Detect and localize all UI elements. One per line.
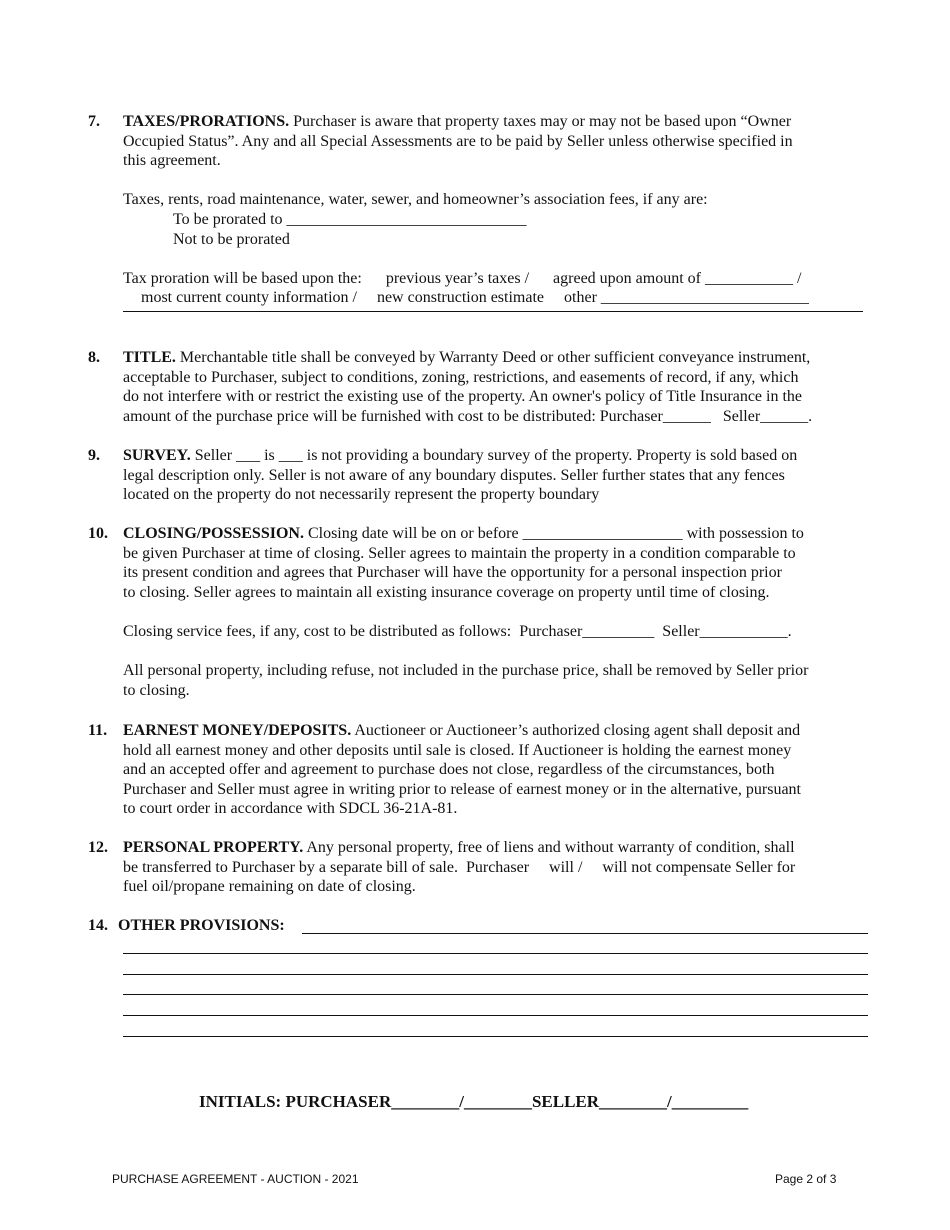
section-text: All personal property, including refuse, not included in the purchase price, shall be removed by Seller prior <box>123 662 809 680</box>
section-7 <box>88 112 863 312</box>
proration-option[interactable]: To be prorated to ______________________________ <box>173 210 527 228</box>
section-text: Any personal property, free of liens and without warranty of condition, shall <box>306 839 795 856</box>
section-number: 11. <box>88 722 108 739</box>
section-number: 10. <box>88 525 108 542</box>
provisions-lines[interactable] <box>123 934 868 1037</box>
section-number: 14. <box>88 917 108 934</box>
provisions-line[interactable] <box>302 916 868 934</box>
section-number: 12. <box>88 839 108 856</box>
section-text: and an accepted offer and agreement to purchase does not close, regardless of the circumstances, both <box>123 761 775 779</box>
section-12 <box>88 838 863 897</box>
fees-text: Taxes, rents, road maintenance, water, sewer, and homeowner’s association fees, if any are: <box>123 191 708 209</box>
section-number: 9. <box>88 447 100 464</box>
section-text: Merchantable title shall be conveyed by Warranty Deed or other sufficient conveyance instrument, <box>179 349 811 366</box>
compensation-options[interactable]: be transferred to Purchaser by a separate bill of sale. Purchaser will / will not compensate Seller for <box>123 858 796 876</box>
closing-fees-text: Closing service fees, if any, cost to be distributed as follows: Purchaser_________ Seller___________. <box>123 622 792 640</box>
section-text: Purchaser and Seller must agree in writing prior to release of earnest money or in the alternative, pursuant <box>123 780 801 798</box>
provisions-line[interactable] <box>123 995 868 1016</box>
section-text: legal description only. Seller is not aware of any boundary disputes. Seller further states that any fences <box>123 466 785 484</box>
proration-option[interactable]: Not to be prorated <box>173 230 290 248</box>
section-text: be given Purchaser at time of closing. Seller agrees to maintain the property in a condition comparable to <box>123 544 796 562</box>
section-title: CLOSING/POSSESSION. <box>123 525 304 542</box>
section-8 <box>88 348 863 426</box>
section-title: TAXES/PRORATIONS. <box>123 113 290 130</box>
section-text: to court order in accordance with SDCL 36-21A-81. <box>123 800 458 818</box>
section-text: hold all earnest money and other deposits until sale is closed. If Auctioneer is holding the earnest money <box>123 741 792 759</box>
initials-line[interactable]: INITIALS: PURCHASER________/________SELLER________/_________ <box>199 1092 749 1111</box>
section-text: to closing. Seller agrees to maintain all existing insurance coverage on property until time of closing. <box>123 583 770 601</box>
section-10 <box>88 524 863 700</box>
section-text: to closing. <box>123 681 190 699</box>
section-text: Closing date will be on or before ____________________ with possession to <box>303 525 804 542</box>
footer-title: PURCHASE AGREEMENT - AUCTION - 2021 <box>112 1172 359 1186</box>
provisions-line[interactable] <box>123 975 868 996</box>
section-text: its present condition and agrees that Purchaser will have the opportunity for a personal inspection prior <box>123 564 782 582</box>
section-title: PERSONAL PROPERTY. <box>123 839 304 856</box>
section-14 <box>88 916 863 1037</box>
section-text: Purchaser is aware that property taxes may or may not be based upon “Owner <box>293 113 792 130</box>
section-text: do not interfere with or restrict the existing use of the property. An owner's policy of Title Insurance in the <box>123 388 803 406</box>
section-title: EARNEST MONEY/DEPOSITS. <box>123 722 352 739</box>
tax-basis-options[interactable]: most current county information / new construction estimate other __________________________ <box>141 289 809 307</box>
section-title: TITLE. <box>123 349 176 366</box>
provisions-line[interactable] <box>123 1016 868 1037</box>
section-number: 8. <box>88 349 100 366</box>
section-text: fuel oil/propane remaining on date of closing. <box>123 878 416 896</box>
section-9 <box>88 446 863 505</box>
provisions-line[interactable] <box>123 934 868 955</box>
section-11 <box>88 721 863 819</box>
section-number: 7. <box>88 113 100 130</box>
section-text: amount of the purchase price will be furnished with cost to be distributed: Purchaser______ Seller______. <box>123 407 813 425</box>
section-title: SURVEY. <box>123 447 191 464</box>
page-number: Page 2 of 3 <box>775 1172 837 1186</box>
provisions-line[interactable] <box>123 954 868 975</box>
section-text: this agreement. <box>123 152 221 170</box>
section-text: Seller ___ is ___ is not providing a boundary survey of the property. Property is sold based on <box>194 447 798 464</box>
divider-line <box>123 311 863 312</box>
section-title: OTHER PROVISIONS: <box>118 917 285 934</box>
section-text: Occupied Status”. Any and all Special Assessments are to be paid by Seller unless otherwise specified in <box>123 132 793 150</box>
section-text: Auctioneer or Auctioneer’s authorized closing agent shall deposit and <box>351 722 801 739</box>
section-text: located on the property do not necessarily represent the property boundary <box>123 486 600 504</box>
section-text: acceptable to Purchaser, subject to conditions, zoning, restrictions, and easements of record, if any, which <box>123 368 799 386</box>
tax-basis-options[interactable]: Tax proration will be based upon the: previous year’s taxes / agreed upon amount of ___________ / <box>123 269 802 287</box>
